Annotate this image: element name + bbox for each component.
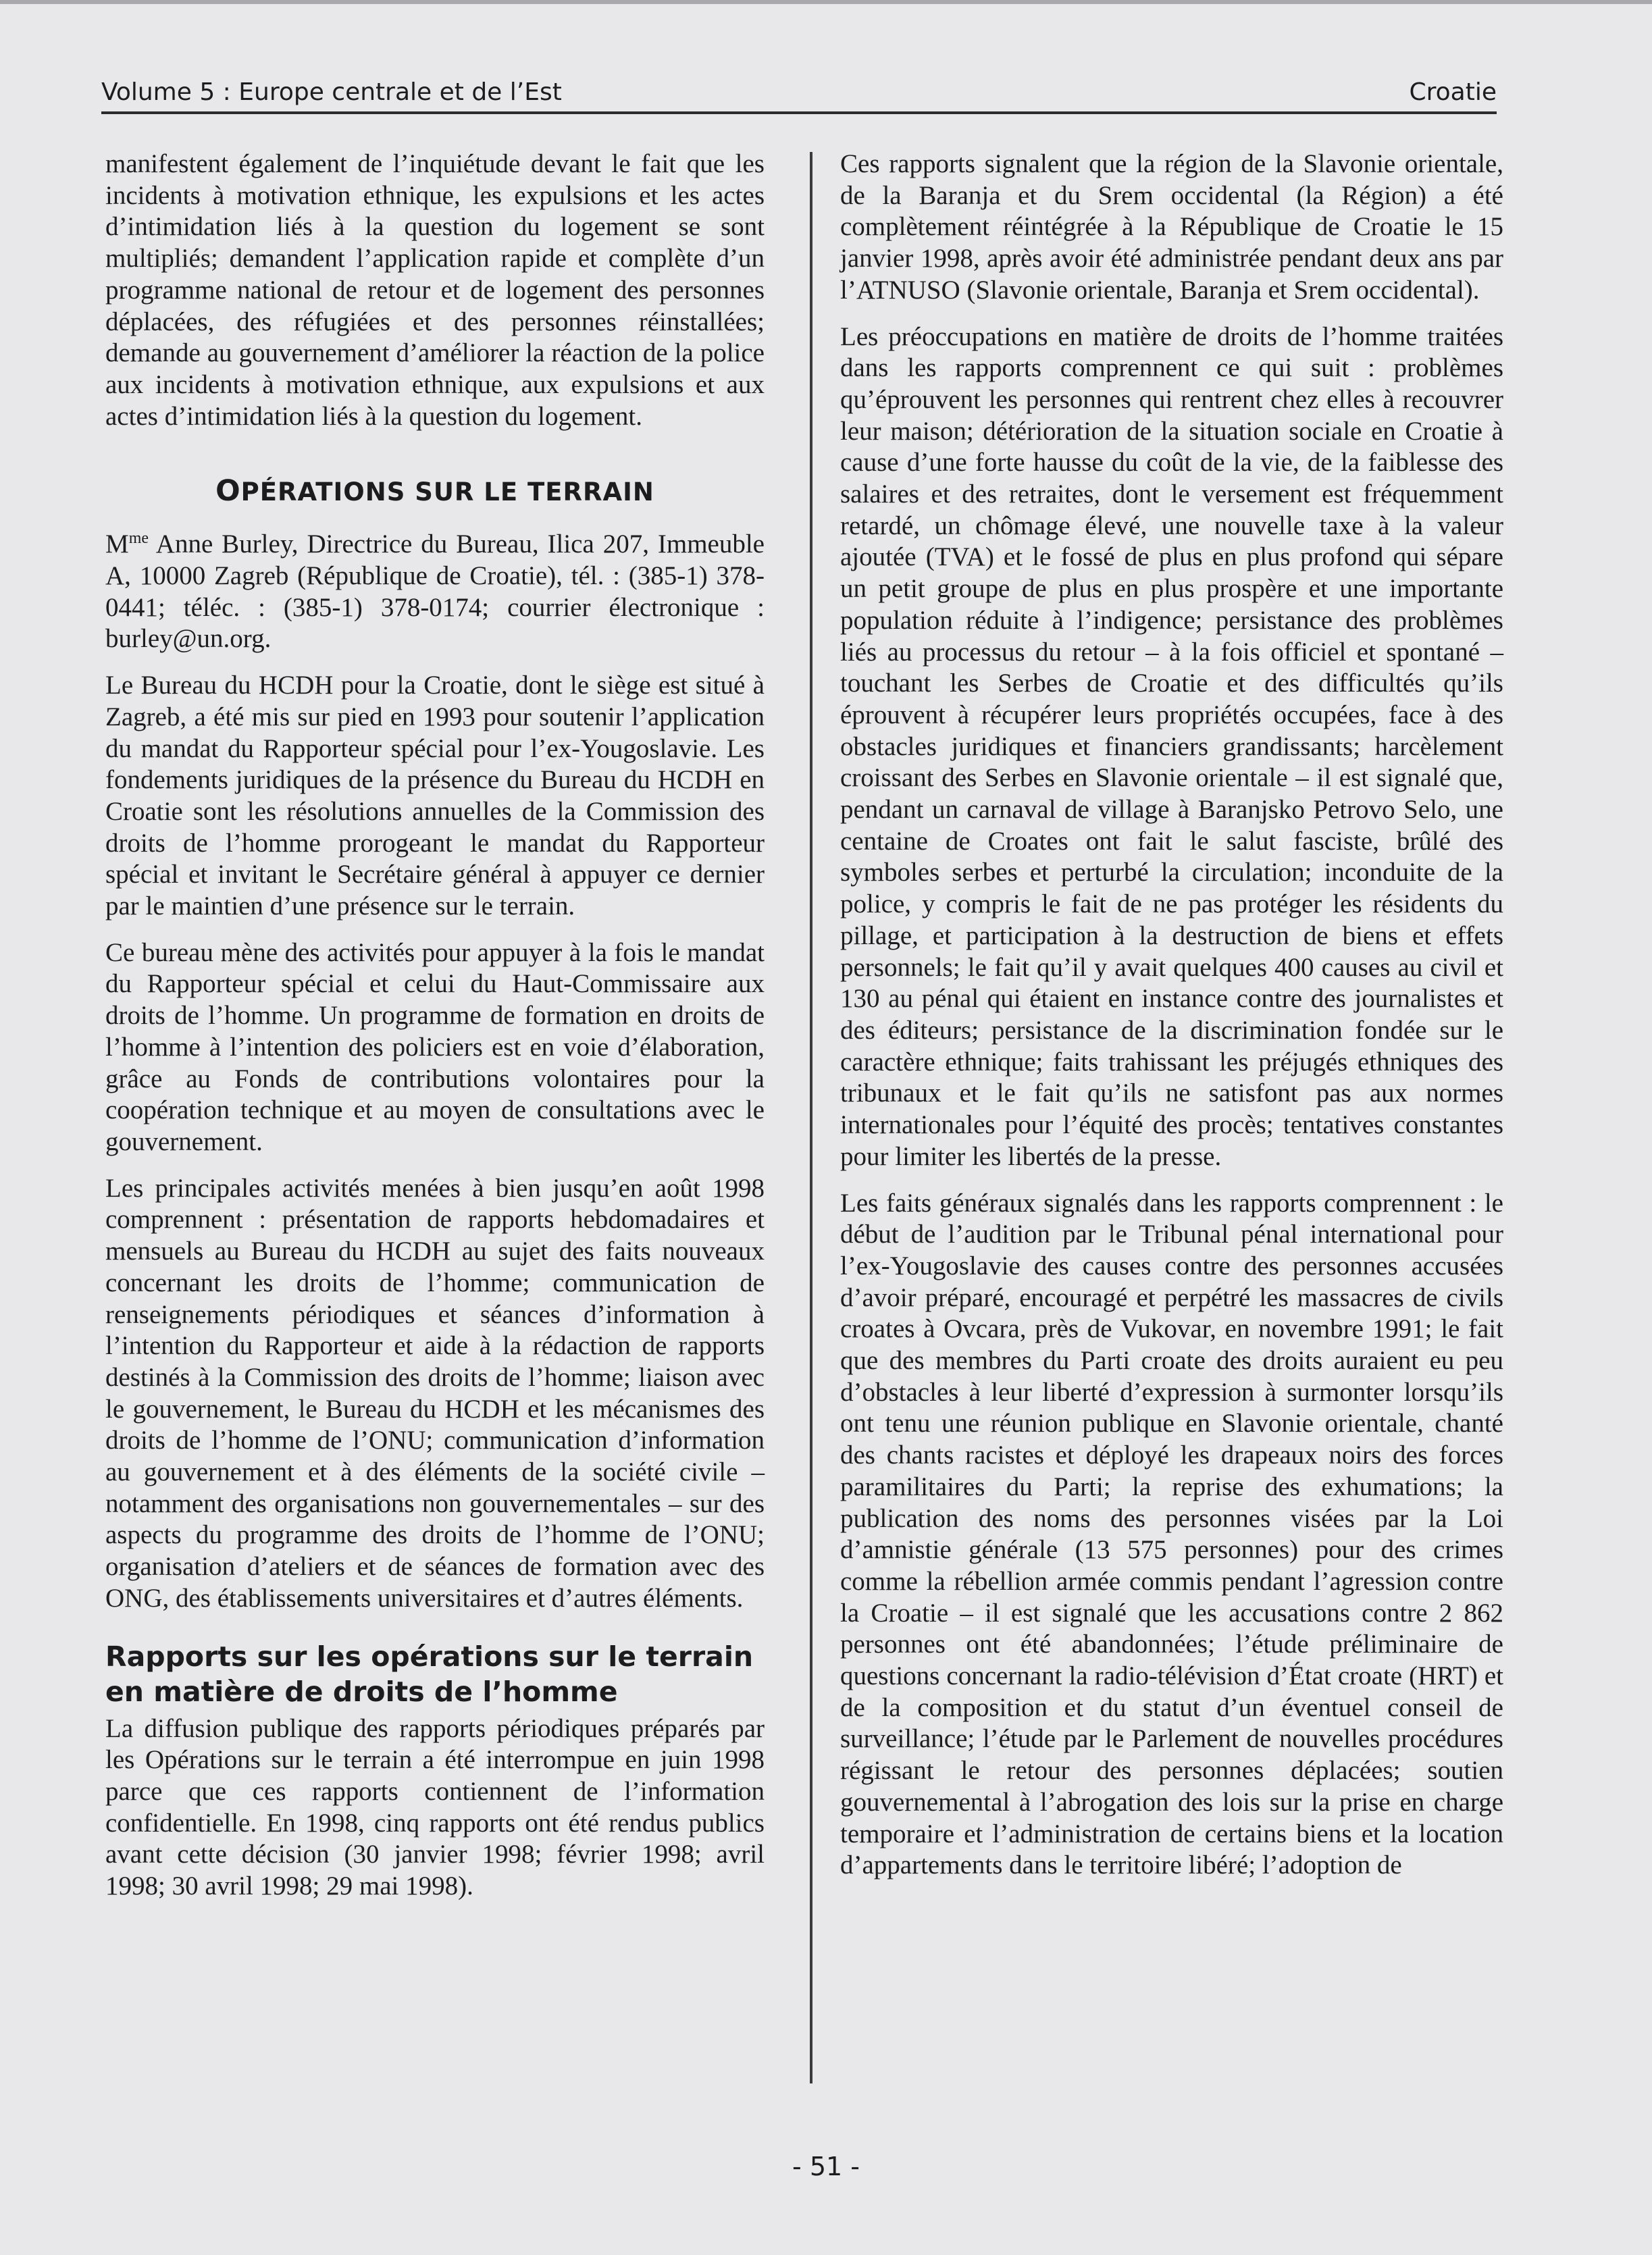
paragraph: Les préoccupations en matière de droits de l’homme traitées dans les rapports comprennent ce qui suit : problèmes qu’éprouvent les personnes qui rentrent chez elles à recouvrer leur maison; détérioration de la situation sociale en Croatie à cause d’une forte hausse du coût de la vie, de la faiblesse des salaires et des retraites, dont le versement est fréquemment retardé, un chômage élevé, une nouvelle taxe à la valeur ajoutée (TVA) et le fossé de plus en plus profond qui sépare un petit groupe de plus en plus prospère et une importante population réduite à l’indigence; persistance des problèmes liés au processus du retour – à la fois officiel et spontané – touchant les Serbes de Croatie et des difficultés qu’ils éprouvent à récupérer leurs propriétés occupées, face à des obstacles juridiques et financiers grandissants; harcèlement croissant des Serbes en Slavonie orientale – il est signalé que, pendant un carnaval de village à Baranjsko Petrovo Selo, une centaine de Croates ont fait le salut fasciste, brûlé des symboles serbes et perturbé la circulation; inconduite de la police, y compris le fait de ne pas protéger les résidents du pillage, et participation à la destruction de biens et effets personnels; le fait qu’il y avait quelques 400 causes au civil et 130 au pénal qui étaient en instance contre des journalistes et des éditeurs; persistance de la discrimination fondée sur le caractère ethnique; faits trahissant les préjugés ethniques des tribunaux et le fait qu’ils ne satisfont pas aux normes internationales pour l’équité des procès; tentatives constantes pour limiter les libertés de la presse. (840, 321, 1503, 1171)
paragraph: Ce bureau mène des activités pour appuyer à la fois le mandat du Rapporteur spécial et celui du Haut-Commissaire aux droits de l’homme. Un programme de formation en droits de l’homme à l’intention des policiers est en voie d’élaboration, grâce au Fonds de contributions volontaires pour la coopération technique et au moyen de consultations avec le gouvernement. (105, 937, 765, 1156)
header-volume-title: Volume 5 : Europe centrale et de l’Est (101, 78, 562, 106)
paragraph: Les faits généraux signalés dans les rapports comprennent : le début de l’audition par le Tribunal pénal international pour l’ex-Yougoslavie des causes contre des personnes accusées d’avoir préparé, encouragé et perpétré les massacres de civils croates à Ovcara, près de Vukovar, en novembre 1991; le fait que des membres du Parti croate des droits auraient eu peu d’obstacles à leur liberté d’expression à surmonter lorsqu’ils ont tenu une réunion publique en Slavonie orientale, chanté des chants racistes et déployé les drapeaux noirs des forces paramilitaires du Parti; la reprise des exhumations; la publication des noms des personnes visées par la Loi d’amnistie générale (13 575 personnes) pour des crimes comme la rébellion armée commis pendant l’agression contre la Croatie – il est signalé que les accusations contre 2 862 personnes ont été abandonnées; l’étude préliminaire de questions concernant la radio-télévision d’État croate (HRT) et de la composition et du statut d’un éventuel conseil de surveillance; l’étude par le Parlement de nouvelles procédures régissant le retour des personnes déplacées; soutien gouvernemental à l’abrogation des lois sur la prise en charge temporaire et l’administration de certains biens et la location d’appartements dans le territoire libéré; l’adoption de (840, 1188, 1503, 1880)
paragraph: Ces rapports signalent que la région de la Slavonie orientale, de la Baranja et du Srem occidental (la Région) a été complètement réintégrée à la République de Croatie le 15 janvier 1998, après avoir été administrée pendant deux ans par l’ATNUSO (Slavonie orientale, Baranja et Srem occidental). (840, 149, 1503, 305)
paragraph: Les principales activités menées à bien jusqu’en août 1998 comprennent : présentation de rapports hebdomadaires et mensuels au Bureau du HCDH au sujet des faits nouveaux concernant les droits de l’homme; communication de renseignements périodiques et séances d’information à l’intention du Rapporteur et aide à la rédaction de rapports destinés à la Commission des droits de l’homme; liaison avec le gouvernement, le Bureau du HCDH et les mécanismes des droits de l’homme de l’ONU; communication d’information au gouvernement et à des éléments de la société civile – notamment des organisations non gouvernementales – sur des aspects du programme des droits de l’homme de l’ONU; organisation d’ateliers et de séances de formation avec des ONG, des établissements universitaires et d’autres éléments. (105, 1173, 765, 1613)
running-header (101, 71, 1497, 114)
subsection-title: Rapports sur les opérations sur le terrain en matière de droits de l’homme (105, 1640, 754, 1708)
header-country: Croatie (1409, 78, 1497, 106)
column-divider (810, 152, 812, 2083)
section-title: OPÉRATIONS SUR LE TERRAIN (215, 474, 654, 509)
page-number: - 51 - (792, 2152, 860, 2181)
contact-paragraph: $M^{me}$ Anne Burley, Directrice du Bureau, Ilica 207, Immeuble A, 10000 Zagreb (République de Croatie), tél. : (385-1) 378-0441; téléc. : (385-1) 378-0174; courrier électronique : burley@un.org. (105, 529, 765, 654)
paragraph: La diffusion publique des rapports périodiques préparés par les Opérations sur le terrain a été interrompue en juin 1998 parce que ces rapports contiennent de l’information confidentielle. En 1998, cinq rapports ont été rendus publics avant cette décision (30 janvier 1998; février 1998; avril 1998; 30 avril 1998; 29 mai 1998). (105, 1713, 765, 1901)
right-column (840, 149, 1503, 1896)
paragraph: Le Bureau du HCDH pour la Croatie, dont le siège est situé à Zagreb, a été mis sur pied en 1993 pour soutenir l’application du mandat du Rapporteur spécial pour l’ex-Yougoslavie. Les fondements juridiques de la présence du Bureau du HCDH en Croatie sont les résolutions annuelles de la Commission des droits de l’homme prorogeant le mandat du Rapporteur spécial et invitant le Secrétaire général à appuyer ce dernier par le maintien d’une présence sur le terrain. (105, 671, 765, 921)
paragraph: manifestent également de l’inquiétude devant le fait que les incidents à motivation ethnique, les expulsions et les actes d’intimidation liés à la question du logement se sont multipliés; demandent l’application rapide et complète d’un programme national de retour et de logement des personnes déplacées, des réfugiées et des personnes réinstallées; demande au gouvernement d’améliorer la réaction de la police aux incidents à motivation ethnique, aux expulsions et aux actes d’intimidation liés à la question du logement. (105, 149, 765, 431)
page-top-edge (0, 0, 1652, 4)
left-column (105, 149, 765, 1917)
